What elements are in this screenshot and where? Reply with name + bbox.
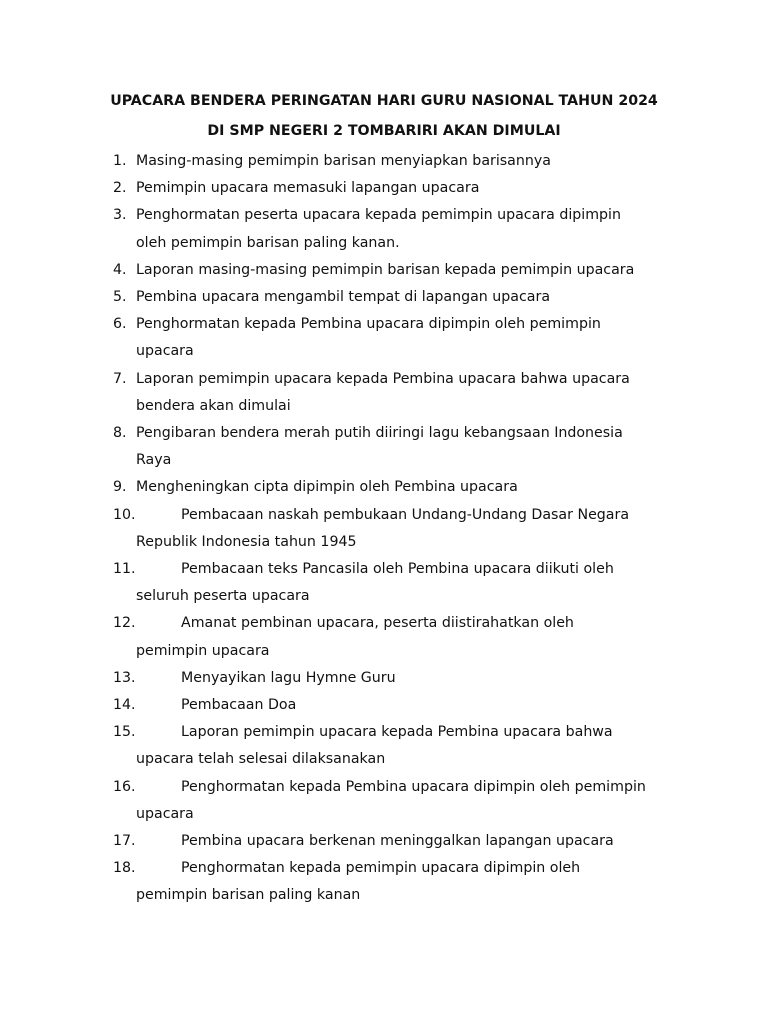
document-title-line-2: DI SMP NEGERI 2 TOMBARIRI AKAN DIMULAI	[207, 123, 561, 139]
list-item-text: Amanat pembinan upacara, peserta diistirahatkan oleh	[181, 615, 574, 632]
document-title-line-1: UPACARA BENDERA PERINGATAN HARI GURU NASIONAL TAHUN 2024	[110, 93, 658, 109]
list-item	[0, 502, 696, 556]
list-item-number: 13.	[113, 669, 136, 686]
list-item-text-continued: upacara telah selesai dilaksanakan	[136, 751, 386, 768]
list-item-number: 18.	[113, 860, 136, 877]
list-item-text-continued: Raya	[136, 452, 172, 469]
list-item	[0, 774, 696, 828]
list-item-number: 5.	[113, 289, 127, 306]
list-item	[0, 556, 696, 610]
list-item	[0, 692, 696, 719]
list-item-text: Pembina upacara mengambil tempat di lapangan upacara	[136, 289, 551, 306]
list-item	[0, 610, 696, 664]
list-item-text: Pembacaan naskah pembukaan Undang-Undang Dasar Negara	[181, 506, 630, 523]
list-item-number: 9.	[113, 479, 127, 496]
list-item-text: Laporan pemimpin upacara kepada Pembina upacara bahwa	[181, 724, 613, 741]
list-item-text: Penghormatan kepada pemimpin upacara dipimpin oleh	[181, 860, 581, 877]
list-item-text-continued: Republik Indonesia tahun 1945	[136, 533, 357, 550]
list-item-number: 17.	[113, 833, 136, 850]
list-item-text: Pembacaan Doa	[181, 697, 297, 714]
list-item-number: 3.	[113, 207, 127, 224]
list-item-text-continued: oleh pemimpin barisan paling kanan.	[136, 234, 400, 251]
list-item-text: Mengheningkan cipta dipimpin oleh Pembina upacara	[136, 479, 518, 496]
list-item-number: 4.	[113, 261, 127, 278]
list-item-text-continued: seluruh peserta upacara	[136, 588, 310, 605]
list-item-number: 12.	[113, 615, 136, 632]
list-item-text: Penghormatan peserta upacara kepada pemimpin upacara dipimpin	[136, 207, 621, 224]
list-item-text: Pengibaran bendera merah putih diiringi lagu kebangsaan Indonesia	[136, 425, 623, 442]
list-item-text: Laporan pemimpin upacara kepada Pembina upacara bahwa upacara	[136, 370, 630, 387]
list-item-text: Menyayikan lagu Hymne Guru	[181, 669, 396, 686]
list-item-number: 2.	[113, 180, 127, 197]
list-item	[0, 420, 696, 474]
list-item-text-continued: bendera akan dimulai	[136, 397, 291, 414]
list-item-text-continued: upacara	[136, 343, 194, 360]
list-item	[0, 665, 696, 692]
list-item	[0, 202, 696, 256]
list-item-text: Laporan masing-masing pemimpin barisan kepada pemimpin upacara	[136, 261, 635, 278]
list-item	[0, 719, 696, 773]
list-item	[0, 257, 696, 284]
list-item-number: 6.	[113, 316, 127, 333]
list-item-number: 8.	[113, 425, 127, 442]
list-item	[0, 474, 696, 501]
list-item-text-continued: pemimpin upacara	[136, 642, 270, 659]
list-item-text: Penghormatan kepada Pembina upacara dipimpin oleh pemimpin	[136, 316, 601, 333]
list-item-number: 7.	[113, 370, 127, 387]
list-item-text: Penghormatan kepada Pembina upacara dipimpin oleh pemimpin	[181, 778, 646, 795]
list-item-text-continued: pemimpin barisan paling kanan	[136, 887, 361, 904]
list-item	[0, 311, 696, 365]
list-item-text: Masing-masing pemimpin barisan menyiapkan barisannya	[136, 153, 551, 169]
list-item-text: Pembacaan teks Pancasila oleh Pembina upacara diikuti oleh	[181, 561, 614, 578]
list-item-number: 14.	[113, 697, 136, 714]
list-item-number: 10.	[113, 506, 136, 523]
list-item-number: 1.	[113, 153, 127, 169]
list-item	[0, 148, 696, 175]
procedure-list	[0, 148, 768, 910]
list-item-number: 15.	[113, 724, 136, 741]
list-item	[0, 366, 696, 420]
list-item-text: Pembina upacara berkenan meninggalkan lapangan upacara	[181, 833, 614, 850]
list-item-text: Pemimpin upacara memasuki lapangan upacara	[136, 180, 480, 197]
list-item	[0, 828, 696, 855]
list-item	[0, 855, 696, 909]
list-item	[0, 284, 696, 311]
list-item-number: 16.	[113, 778, 136, 795]
list-item	[0, 175, 696, 202]
list-item-text-continued: upacara	[136, 805, 194, 822]
list-item-number: 11.	[113, 561, 136, 578]
